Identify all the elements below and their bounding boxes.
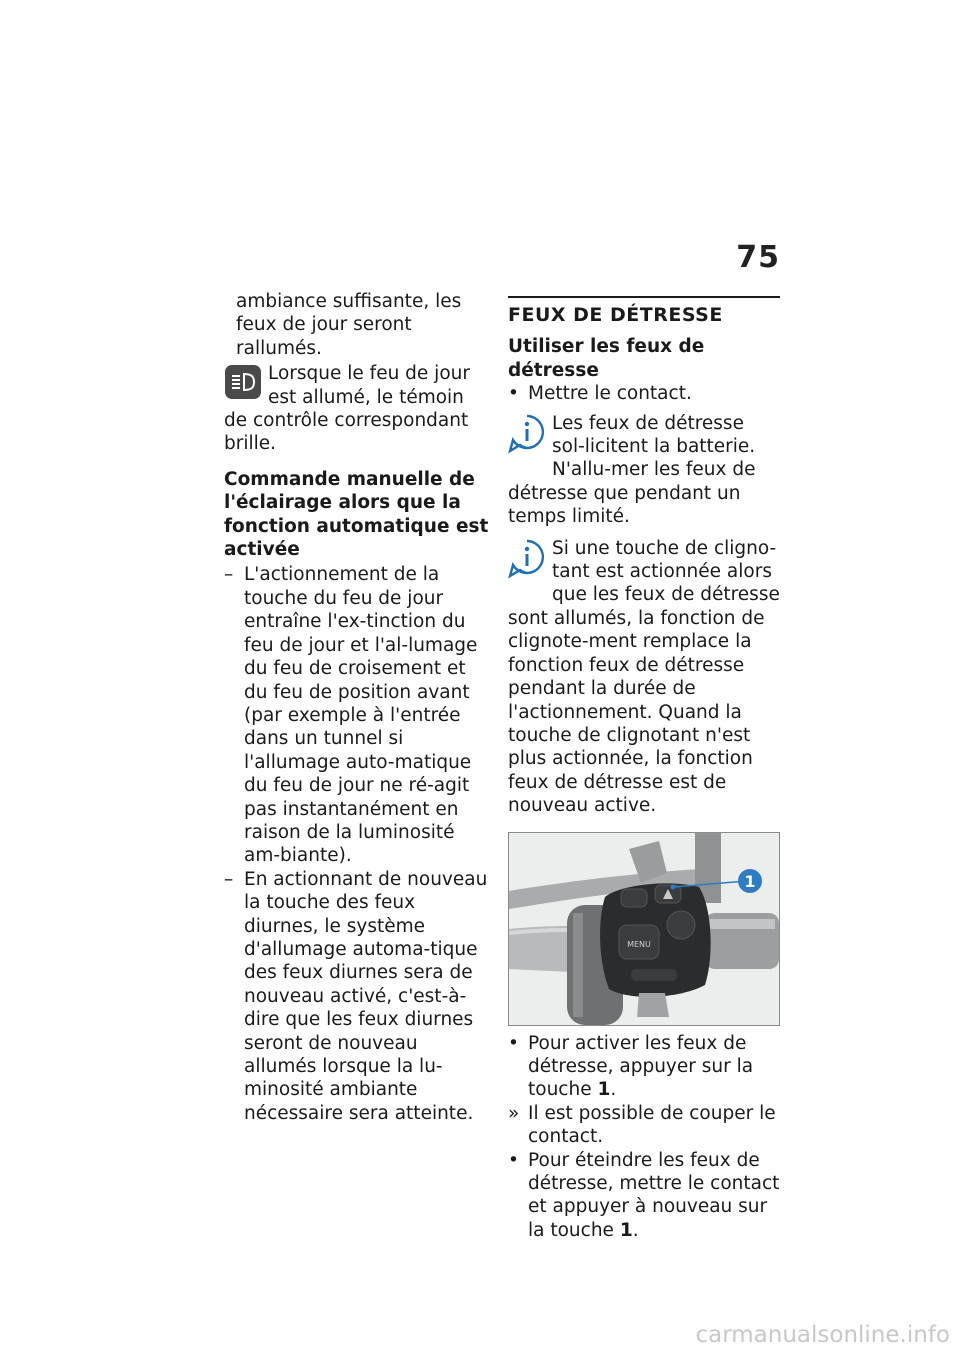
info-icon	[508, 539, 546, 585]
list-item	[508, 1032, 780, 1102]
step-end: .	[632, 1219, 639, 1241]
continuation-text: ambiance suffisante, les feux de jour seront rallumés.	[236, 291, 462, 359]
bullet-marker: •	[508, 383, 519, 405]
bullet-marker: •	[508, 1032, 519, 1054]
step-end: .	[610, 1079, 617, 1101]
subsection-title: Utiliser les feux de détresse	[508, 336, 705, 381]
indicator-note-text: Si une touche de cligno-tant est actionnée alors que les feux de détresse sont allumés, la fonction de clignote-ment remplace la fonction feux de détresse pendant la durée de l'actionnement. Quand la touche de clignotant n'est plus actionnée, la fonction feux de détresse est de nouveau active.	[508, 537, 780, 817]
left-column	[224, 290, 490, 1125]
step-list	[508, 1032, 780, 1243]
right-column	[508, 296, 780, 1242]
figure-callout-1: 1	[744, 871, 756, 891]
list-item-text: L'actionnement de la touche du feu de jour entraîne l'ex-tinction du feu de jour et l'al-lumage du feu de croisement et du feu de position avant (par exemple à l'entrée dans un tunnel si l'allumage auto-matique du feu de jour ne ré-agit pas instantanément en raison de la luminosité am-biante).	[244, 564, 478, 867]
list-item	[508, 382, 780, 405]
page-number: 75	[736, 240, 780, 275]
reference-number: 1	[597, 1079, 611, 1101]
watermark: carmanualsonline.info	[695, 1322, 950, 1348]
step-list-start	[508, 382, 780, 405]
daylight-indicator-icon	[224, 364, 262, 406]
dash-marker: –	[224, 564, 234, 586]
switch-unit-figure	[508, 832, 780, 1026]
daylight-note-text: Lorsque le feu de jour est allumé, le témoin de contrôle correspondant brille.	[224, 363, 470, 455]
bullet-marker: •	[508, 1149, 519, 1171]
reference-number: 1	[619, 1219, 633, 1241]
section-title: FEUX DE DÉTRESSE	[508, 296, 780, 327]
step-text: Mettre le contact.	[528, 383, 692, 405]
menu-button-label: MENU	[627, 939, 651, 949]
battery-note-text: Les feux de détresse sol-licitent la batterie. N'allu-mer les feux de détresse que pendant un temps limité.	[508, 412, 756, 528]
manual-control-heading: Commande manuelle de l'éclairage alors que la fonction automatique est activée	[224, 468, 489, 561]
list-item-text: En actionnant de nouveau la touche des feux diurnes, le système d'allumage automa-tique des feux diurnes sera de nouveau activé, c'est-à-dire que les feux diurnes seront de nouveau allumés lorsque la lu-minosité ambiante nécessaire sera atteinte.	[244, 868, 488, 1124]
result-text: Il est possible de couper le contact.	[528, 1102, 776, 1148]
list-item	[508, 1102, 780, 1149]
dash-marker: –	[224, 868, 234, 890]
indicator-note	[508, 537, 780, 818]
list-item	[224, 563, 490, 867]
list-item	[224, 868, 490, 1125]
result-marker: »	[508, 1102, 520, 1124]
manual-control-list	[224, 563, 490, 1125]
step-text: Pour activer les feux de détresse, appuyer sur la touche	[528, 1032, 754, 1101]
battery-note	[508, 412, 780, 529]
list-item	[508, 1149, 780, 1243]
info-icon	[508, 414, 546, 460]
step-text: Pour éteindre les feux de détresse, mettre le contact et appuyer à nouveau sur la touche	[528, 1149, 780, 1241]
daylight-note	[224, 362, 490, 456]
